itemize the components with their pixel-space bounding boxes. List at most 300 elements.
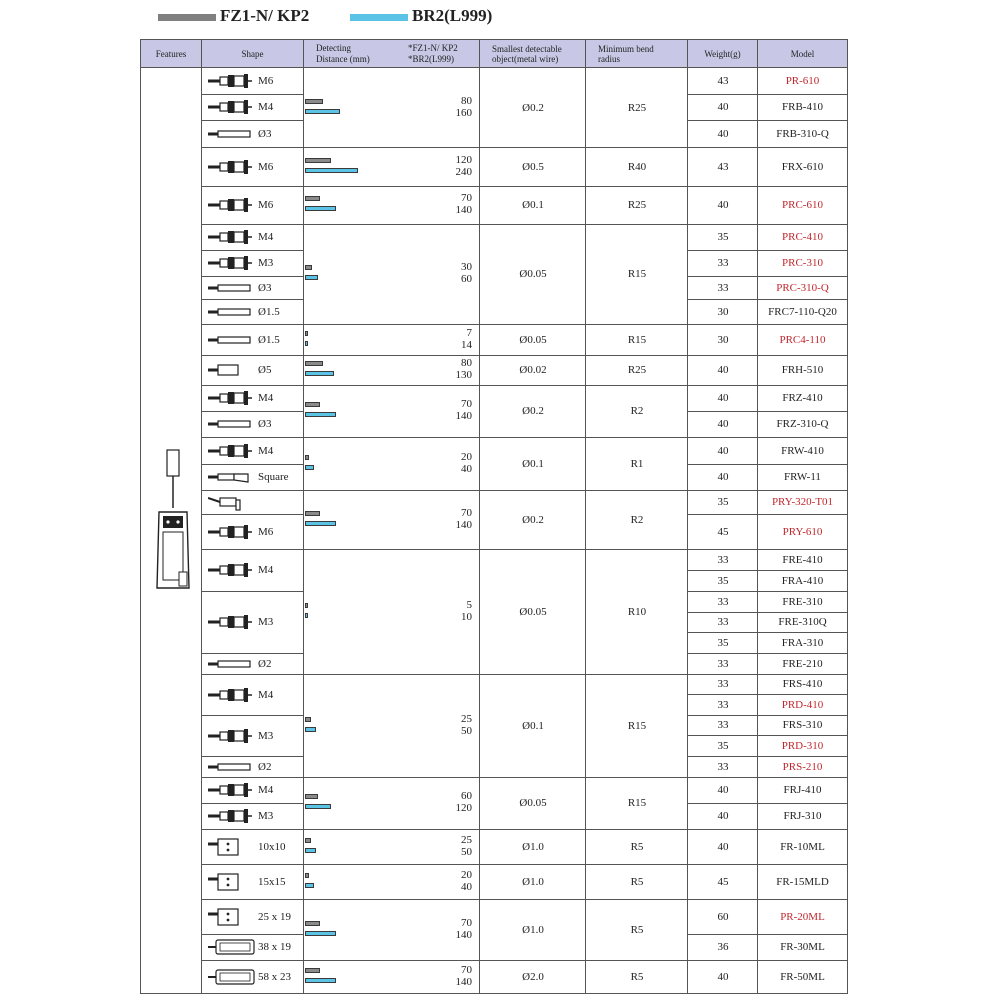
row-divider (688, 186, 847, 187)
row-divider (202, 276, 304, 277)
distance-value-br: 140 (455, 410, 472, 422)
model-name: FRW-11 (784, 471, 821, 483)
distance-value-br: 140 (455, 204, 472, 216)
distance-bar-br (305, 275, 318, 280)
distance-bar-br (305, 412, 336, 417)
threaded-sensor-icon-drawing (208, 98, 256, 116)
distance-value-fz: 60 (461, 790, 472, 802)
distance-bar-br (305, 727, 316, 732)
bend-radius-value: R5 (630, 840, 644, 853)
model-name: FRE-410 (782, 553, 823, 566)
amplifier-unit-drawing (153, 448, 193, 594)
distance-bar-br (305, 371, 334, 376)
distance-value-fz: 70 (461, 916, 472, 929)
row-divider (688, 777, 847, 778)
header-smallest (480, 40, 586, 67)
bend-radius-value: R1 (630, 457, 644, 470)
legend-label-br: BR2(L999) (412, 6, 493, 25)
smallest-object-value: Ø0.02 (519, 364, 547, 376)
weight-value: 33 (717, 760, 729, 773)
distance-bar-br (305, 109, 340, 114)
threaded-sensor-icon-drawing (208, 389, 256, 407)
model-name: PRY-610 (782, 525, 823, 538)
model-name: FRE-310Q (778, 616, 827, 628)
square-sensor-icon-drawing (208, 468, 256, 486)
distance-value-fz: 70 (461, 506, 472, 519)
row-divider (688, 514, 847, 515)
bend-radius-value: R2 (630, 513, 644, 526)
flat-sensor-icon (208, 938, 256, 956)
bend-radius-value: R5 (630, 970, 644, 983)
row-divider (688, 715, 847, 716)
model-name: PRC-310-Q (776, 281, 829, 294)
bend-radius-value: R5 (630, 875, 644, 888)
sleeve-sensor-icon (208, 303, 256, 321)
model-name: PRY-320-T01 (771, 496, 834, 508)
threaded-sensor-icon-drawing (208, 613, 256, 631)
row-divider (202, 864, 304, 865)
cylinder-sensor-icon (208, 361, 256, 379)
header-detecting-1: Detecting (316, 43, 351, 53)
row-divider (688, 224, 847, 225)
row-divider (688, 632, 847, 633)
model-name: PRD-310 (781, 739, 824, 752)
smallest-object-value: Ø1.0 (522, 840, 544, 853)
bend-radius-value: R25 (627, 199, 647, 211)
block-sensor-icon (208, 838, 256, 856)
weight-value: 40 (717, 840, 729, 853)
smallest-object-value: Ø0.05 (519, 605, 547, 618)
smallest-object-value: Ø2.0 (522, 970, 544, 983)
model-name: PRD-410 (781, 698, 824, 711)
row-divider (202, 94, 304, 95)
flat-sensor-icon-drawing (208, 938, 256, 956)
row-divider (688, 934, 847, 935)
smallest-object-value: Ø0.05 (519, 268, 547, 280)
shape-label: 10x10 (258, 840, 286, 853)
header-smallest-2: object(metal wire) (492, 53, 559, 64)
row-divider (202, 591, 304, 592)
sleeve-sensor-icon (208, 758, 256, 776)
model-name: FR-10ML (780, 840, 825, 853)
smallest-object-value: Ø0.2 (522, 101, 544, 114)
bend-radius-value: R25 (627, 364, 647, 376)
weight-value: 35 (717, 231, 729, 243)
distance-value-br: 40 (461, 880, 472, 893)
smallest-object-value: Ø1.0 (522, 875, 544, 888)
threaded-sensor-icon (208, 442, 256, 460)
row-divider (688, 756, 847, 757)
weight-value: 33 (717, 281, 729, 294)
threaded-sensor-icon (208, 727, 256, 745)
shape-label: M6 (258, 75, 274, 87)
shape-label: Ø3 (258, 418, 272, 430)
row-divider (202, 777, 304, 778)
distance-bar-fz (305, 921, 320, 926)
shape-label: M6 (258, 199, 274, 211)
weight-value: 35 (717, 739, 729, 752)
weight-value: 40 (717, 784, 729, 796)
weight-value: 40 (717, 444, 729, 457)
model-name: FRA-310 (781, 636, 824, 649)
row-divider (688, 147, 847, 148)
shape-label: Ø2 (258, 760, 272, 773)
weight-value: 40 (717, 127, 729, 140)
header-weight: Weight(g) (688, 40, 758, 67)
model-name: FRS-310 (782, 719, 823, 731)
smallest-object-value: Ø0.1 (522, 719, 544, 732)
threaded-sensor-icon-drawing (208, 442, 256, 460)
weight-value: 43 (717, 75, 729, 87)
weight-value: 30 (717, 333, 729, 346)
smallest-object-value: Ø0.1 (522, 457, 544, 470)
weight-value: 43 (717, 160, 729, 173)
group-divider (304, 355, 688, 356)
weight-value: 33 (717, 257, 729, 269)
model-name: FRH-510 (781, 364, 824, 376)
shape-label: M4 (258, 688, 274, 701)
distance-bar-fz (305, 603, 308, 608)
header-detecting-2: Distance (mm) (316, 54, 370, 64)
model-name: FRE-210 (782, 657, 823, 670)
distance-bar-fz (305, 99, 323, 104)
weight-value: 30 (717, 305, 729, 318)
shape-label: Ø5 (258, 364, 272, 376)
threaded-sensor-icon-drawing (208, 254, 256, 272)
distance-value-fz: 70 (461, 963, 472, 976)
model-name: FR-50ML (780, 970, 825, 983)
weight-value: 40 (717, 364, 729, 376)
row-divider (688, 829, 847, 830)
row-divider (202, 960, 304, 961)
sleeve-sensor-icon (208, 125, 256, 143)
shape-label: Ø3 (258, 127, 272, 140)
spec-table (140, 39, 848, 994)
threaded-sensor-icon-drawing (208, 523, 256, 541)
weight-value: 40 (717, 810, 729, 822)
row-divider (202, 803, 304, 804)
row-divider (202, 250, 304, 251)
row-divider (688, 960, 847, 961)
row-divider (202, 324, 304, 325)
legend-swatch-fz (158, 14, 216, 21)
model-name: FRA-410 (781, 574, 824, 587)
distance-bar-fz (305, 331, 308, 336)
weight-value: 40 (717, 199, 729, 211)
model-name: PRC-410 (782, 231, 823, 243)
block-sensor-icon (208, 873, 256, 891)
group-divider (304, 147, 688, 148)
model-name: PR-610 (785, 75, 820, 87)
model-name: FRZ-310-Q (776, 418, 829, 430)
column-divider (303, 68, 304, 993)
amplifier-unit-icon (153, 448, 193, 594)
distance-bar-fz (305, 968, 320, 973)
row-divider (202, 899, 304, 900)
threaded-sensor-icon-drawing (208, 561, 256, 579)
distance-value-br: 140 (455, 928, 472, 941)
column-divider (201, 68, 202, 993)
row-divider (202, 514, 304, 515)
distance-bar-fz (305, 455, 309, 460)
sleeve-sensor-icon-drawing (208, 125, 256, 143)
threaded-sensor-icon (208, 158, 256, 176)
distance-value-br: 130 (455, 369, 472, 381)
group-divider (304, 674, 688, 675)
model-name: PRC4-110 (779, 333, 826, 346)
distance-value-br: 50 (461, 845, 472, 858)
distance-value-fz: 70 (461, 398, 472, 410)
model-name: FRB-410 (782, 101, 823, 113)
shape-label: 38 x 19 (258, 941, 291, 953)
distance-bar-br (305, 465, 314, 470)
distance-value-br: 140 (455, 975, 472, 988)
header-model: Model (790, 48, 815, 59)
row-divider (688, 694, 847, 695)
block-sensor-icon-drawing (208, 838, 256, 856)
model-name: FRB-310-Q (776, 127, 829, 140)
distance-bar-br (305, 848, 316, 853)
distance-value-fz: 80 (461, 94, 472, 107)
header-series-1: *FZ1-N/ KP2 (408, 43, 458, 53)
row-divider (688, 591, 847, 592)
weight-value: 60 (717, 910, 729, 923)
threaded-sensor-icon (208, 807, 256, 825)
sleeve-sensor-icon (208, 415, 256, 433)
row-divider (202, 549, 304, 550)
distance-bar-fz (305, 196, 320, 201)
distance-value-fz: 20 (461, 450, 472, 463)
row-divider (688, 864, 847, 865)
distance-value-fz: 120 (455, 153, 472, 166)
bend-radius-value: R15 (627, 333, 647, 346)
group-divider (304, 960, 688, 961)
threaded-sensor-icon-drawing (208, 228, 256, 246)
weight-value: 45 (717, 875, 729, 888)
weight-value: 33 (717, 657, 729, 670)
shape-label: M3 (258, 810, 274, 822)
model-name: FRS-410 (782, 678, 823, 690)
distance-value-br: 60 (461, 273, 472, 285)
shape-label: Ø3 (258, 281, 272, 294)
distance-bar-fz (305, 838, 311, 843)
weight-value: 33 (717, 616, 729, 628)
smallest-object-value: Ø0.1 (522, 199, 544, 211)
weight-value: 33 (717, 553, 729, 566)
shape-label: M6 (258, 160, 274, 173)
distance-value-fz: 25 (461, 833, 472, 846)
sleeve-sensor-icon-drawing (208, 655, 256, 673)
threaded-sensor-icon-drawing (208, 727, 256, 745)
bend-radius-value: R10 (627, 605, 647, 618)
threaded-sensor-icon (208, 72, 256, 90)
row-divider (688, 411, 847, 412)
threaded-sensor-icon (208, 389, 256, 407)
distance-value-br: 10 (461, 610, 472, 623)
legend-label-fz: FZ1-N/ KP2 (220, 6, 310, 25)
row-divider (202, 490, 304, 491)
weight-value: 40 (717, 101, 729, 113)
row-divider (202, 147, 304, 148)
weight-value: 33 (717, 719, 729, 731)
distance-bar-fz (305, 717, 311, 722)
model-name: FRC7-110-Q20 (768, 305, 837, 318)
bend-radius-value: R15 (627, 268, 647, 280)
smallest-object-value: Ø0.05 (519, 797, 547, 809)
model-name: FRJ-410 (783, 784, 822, 796)
header-detecting (304, 40, 480, 67)
group-divider (304, 777, 688, 778)
block-sensor-icon-drawing (208, 873, 256, 891)
threaded-sensor-icon-drawing (208, 196, 256, 214)
group-divider (304, 437, 688, 438)
model-name: FR-30ML (780, 941, 825, 953)
sleeve-sensor-icon (208, 655, 256, 673)
bend-radius-value: R25 (627, 101, 647, 114)
threaded-sensor-icon (208, 686, 256, 704)
weight-value: 40 (717, 471, 729, 483)
weight-value: 40 (717, 970, 729, 983)
threaded-sensor-icon (208, 523, 256, 541)
weight-value: 33 (717, 698, 729, 711)
weight-value: 36 (717, 941, 729, 953)
model-name: FRZ-410 (782, 392, 823, 404)
shape-label: 25 x 19 (258, 910, 291, 923)
distance-value-br: 50 (461, 724, 472, 737)
shape-label: M3 (258, 729, 274, 742)
header-bend-1: Minimum bend (598, 43, 654, 54)
threaded-sensor-icon (208, 254, 256, 272)
model-name: PR-20ML (780, 910, 825, 923)
smallest-object-value: Ø0.2 (522, 513, 544, 526)
row-divider (688, 250, 847, 251)
distance-bar-fz (305, 402, 320, 407)
distance-bar-br (305, 521, 336, 526)
threaded-sensor-icon-drawing (208, 72, 256, 90)
distance-value-br: 240 (455, 165, 472, 178)
distance-value-br: 140 (455, 518, 472, 531)
header-shape: Shape (202, 40, 304, 67)
square-sensor-icon (208, 468, 256, 486)
row-divider (688, 653, 847, 654)
shape-label: M4 (258, 784, 274, 796)
row-divider (202, 411, 304, 412)
row-divider (688, 570, 847, 571)
distance-value-fz: 20 (461, 868, 472, 881)
weight-value: 40 (717, 418, 729, 430)
group-divider (304, 864, 688, 865)
row-divider (688, 612, 847, 613)
distance-bar-br (305, 883, 314, 888)
distance-value-fz: 5 (466, 598, 472, 611)
distance-value-fz: 25 (461, 712, 472, 725)
row-divider (688, 735, 847, 736)
weight-value: 35 (717, 496, 729, 508)
shape-label: M4 (258, 444, 274, 457)
distance-value-br: 160 (455, 106, 472, 119)
threaded-sensor-icon-drawing (208, 807, 256, 825)
distance-bar-fz (305, 265, 312, 270)
sleeve-sensor-icon-drawing (208, 758, 256, 776)
row-divider (688, 899, 847, 900)
distance-bar-br (305, 978, 336, 983)
row-divider (688, 324, 847, 325)
legend-swatch-br (350, 14, 408, 21)
row-divider (202, 715, 304, 716)
threaded-sensor-icon (208, 781, 256, 799)
row-divider (202, 464, 304, 465)
distance-value-br: 40 (461, 462, 472, 475)
sleeve-sensor-icon-drawing (208, 279, 256, 297)
weight-value: 33 (717, 678, 729, 690)
shape-label: Ø2 (258, 657, 272, 670)
sleeve-sensor-icon-drawing (208, 415, 256, 433)
distance-value-fz: 80 (461, 357, 472, 369)
shape-label: M4 (258, 231, 274, 243)
group-divider (304, 186, 688, 187)
group-divider (304, 324, 688, 325)
threaded-sensor-icon-drawing (208, 686, 256, 704)
group-divider (304, 224, 688, 225)
row-divider (202, 385, 304, 386)
distance-bar-fz (305, 158, 331, 163)
model-name: FRW-410 (781, 444, 824, 457)
model-name: FRE-310 (782, 595, 823, 608)
row-divider (688, 94, 847, 95)
header-bend-2: radius (598, 53, 620, 64)
table-header (141, 40, 847, 68)
distance-bar-br (305, 168, 358, 173)
header-smallest-1: Smallest detectable (492, 43, 562, 54)
shape-label: 15x15 (258, 875, 286, 888)
smallest-object-value: Ø0.05 (519, 333, 547, 346)
model-name: FRJ-310 (783, 810, 822, 822)
row-divider (688, 276, 847, 277)
bend-radius-value: R15 (627, 797, 647, 809)
row-divider (202, 829, 304, 830)
group-divider (304, 829, 688, 830)
threaded-sensor-icon-drawing (208, 158, 256, 176)
flat-sensor-icon-drawing (208, 968, 256, 986)
row-divider (688, 674, 847, 675)
shape-label: M3 (258, 257, 274, 269)
smallest-object-value: Ø0.2 (522, 405, 544, 417)
distance-bar-fz (305, 511, 320, 516)
row-divider (202, 120, 304, 121)
sleeve-sensor-icon (208, 279, 256, 297)
group-divider (304, 490, 688, 491)
header-series-2: *BR2(L999) (408, 54, 454, 64)
distance-bar-br (305, 613, 308, 618)
threaded-sensor-icon-drawing (208, 781, 256, 799)
row-divider (688, 355, 847, 356)
group-divider (304, 549, 688, 550)
distance-bar-br (305, 206, 336, 211)
flat-sensor-icon (208, 968, 256, 986)
row-divider (688, 120, 847, 121)
row-divider (202, 186, 304, 187)
weight-value: 35 (717, 636, 729, 649)
bend-radius-value: R5 (630, 923, 644, 936)
bend-radius-value: R40 (627, 160, 647, 173)
threaded-sensor-icon (208, 98, 256, 116)
shape-label: M4 (258, 564, 274, 576)
row-divider (688, 803, 847, 804)
row-divider (202, 299, 304, 300)
row-divider (688, 437, 847, 438)
group-divider (304, 385, 688, 386)
model-name: PRS-210 (782, 760, 823, 773)
